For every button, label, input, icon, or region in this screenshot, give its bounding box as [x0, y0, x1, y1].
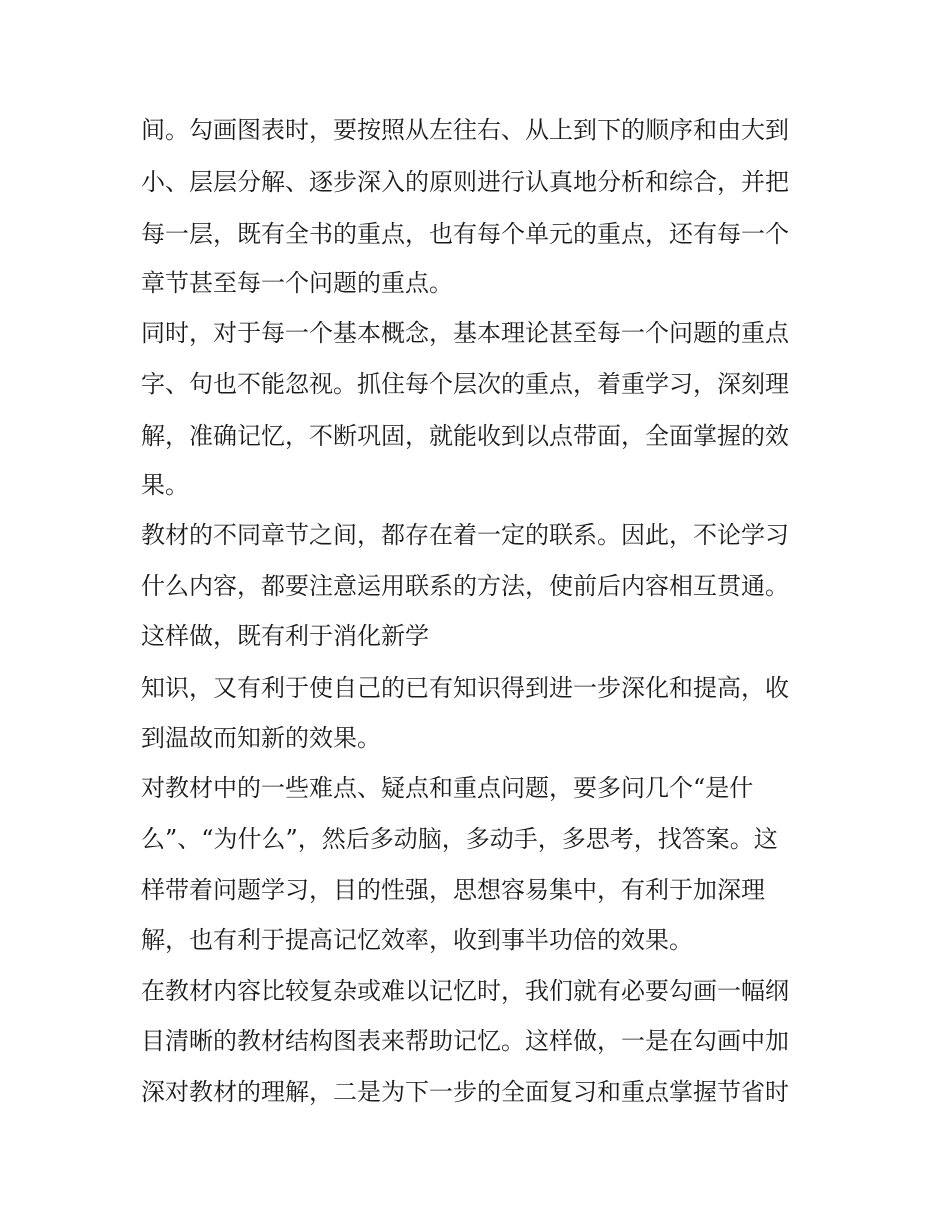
text-line: 什么内容，都要注意运用联系的方法，使前后内容相互贯通。 — [141, 572, 789, 600]
text-line: 每一层，既有全书的重点，也有每个单元的重点，还有每一个 — [141, 220, 789, 248]
text-line: 间。勾画图表时，要按照从左往右、从上到下的顺序和由大到 — [141, 116, 789, 144]
text-line: 样带着问题学习，目的性强，思想容易集中，有利于加深理 — [141, 876, 765, 904]
text-line: 教材的不同章节之间，都存在着一定的联系。因此，不论学习 — [141, 521, 789, 549]
text-line: 在教材内容比较复杂或难以记忆时，我们就有必要勾画一幅纲 — [141, 977, 789, 1005]
text-line: 解，准确记忆，不断巩固，就能收到以点带面，全面掌握的效 — [141, 422, 789, 450]
text-line: 解，也有利于提高记忆效率，收到事半功倍的效果。 — [141, 926, 693, 954]
text-line: 目清晰的教材结构图表来帮助记忆。这样做，一是在勾画中加 — [141, 1027, 789, 1055]
text-line: 同时，对于每一个基本概念，基本理论甚至每一个问题的重点 — [141, 319, 789, 347]
text-line: 深对教材的理解，二是为下一步的全面复习和重点掌握节省时 — [141, 1078, 789, 1106]
text-line: 果。 — [141, 471, 189, 499]
text-line: 到温故而知新的效果。 — [141, 724, 381, 752]
text-line: 小、层层分解、逐步深入的原则进行认真地分析和综合，并把 — [141, 168, 789, 196]
text-line: 章节甚至每一个问题的重点。 — [141, 269, 453, 297]
text-line: 么”、“为什么”，然后多动脑，多动手，多思考，找答案。这 — [141, 825, 778, 853]
text-line: 对教材中的一些难点、疑点和重点问题，要多问几个“是什 — [141, 774, 754, 802]
text-line: 字、句也不能忽视。抓住每个层次的重点，着重学习，深刻理 — [141, 370, 789, 398]
text-line: 知识，又有利于使自己的已有知识得到进一步深化和提高，收 — [141, 674, 789, 702]
text-line: 这样做，既有利于消化新学 — [141, 622, 429, 650]
